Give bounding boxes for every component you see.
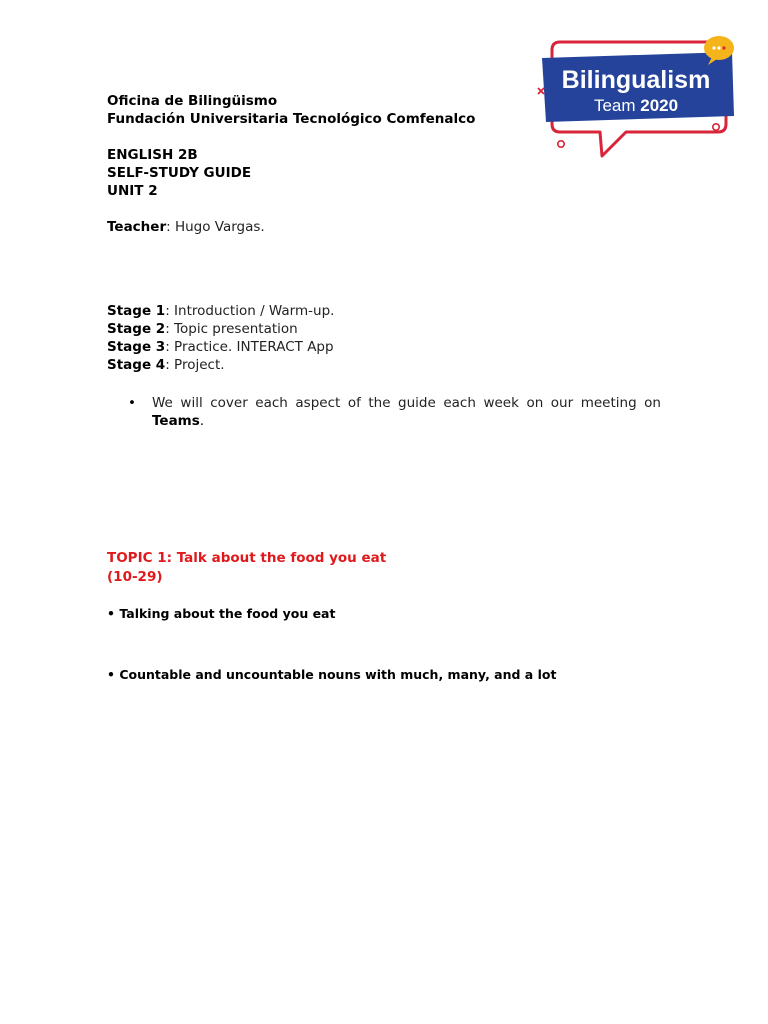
- stage-text: : Topic presentation: [165, 321, 298, 337]
- note-text: We will cover each aspect of the guide each week on our meeting on: [152, 395, 661, 411]
- stage-3: [107, 338, 334, 356]
- stage-label: Stage 1: [107, 303, 166, 319]
- stage-text: : Practice. INTERACT App: [165, 339, 334, 355]
- teacher-name: : Hugo Vargas.: [166, 219, 265, 235]
- teacher-label: Teacher: [107, 219, 167, 235]
- stage-label: Stage 4: [107, 357, 166, 373]
- topic-item: • Countable and uncountable nouns with much, many, and a lot: [107, 667, 557, 682]
- stage-label: Stage 3: [107, 339, 166, 355]
- logo-team: Team: [593, 96, 641, 115]
- institution-name: Fundación Universitaria Tecnológico Comfenalco: [107, 111, 476, 127]
- stage-4: [107, 356, 225, 374]
- logo-line2: [594, 96, 678, 115]
- stage-text: : Project.: [165, 357, 225, 373]
- office-name: Oficina de Bilingüismo: [107, 93, 278, 109]
- unit-title: UNIT 2: [107, 183, 158, 199]
- meeting-note-text: [152, 394, 661, 430]
- note-end: .: [199, 413, 205, 429]
- logo-year: 2020: [640, 96, 679, 115]
- stage-1: [107, 302, 334, 320]
- note-emphasis: Teams: [152, 413, 200, 429]
- topic-title: TOPIC 1: Talk about the food you eat: [107, 550, 387, 566]
- topic-pages: (10-29): [107, 569, 163, 585]
- course-name: ENGLISH 2B: [107, 147, 198, 163]
- logo-line1: Bilingualism: [561, 66, 711, 94]
- logo-graphic: [536, 32, 741, 164]
- stage-text: : Introduction / Warm-up.: [165, 303, 335, 319]
- guide-title: SELF-STUDY GUIDE: [107, 165, 252, 181]
- bilingualism-team-logo: [536, 32, 741, 164]
- bullet-icon: •: [128, 395, 136, 411]
- topic-item: • Talking about the food you eat: [107, 606, 336, 621]
- stage-2: [107, 320, 298, 338]
- teacher-line: [107, 218, 265, 236]
- stage-label: Stage 2: [107, 321, 166, 337]
